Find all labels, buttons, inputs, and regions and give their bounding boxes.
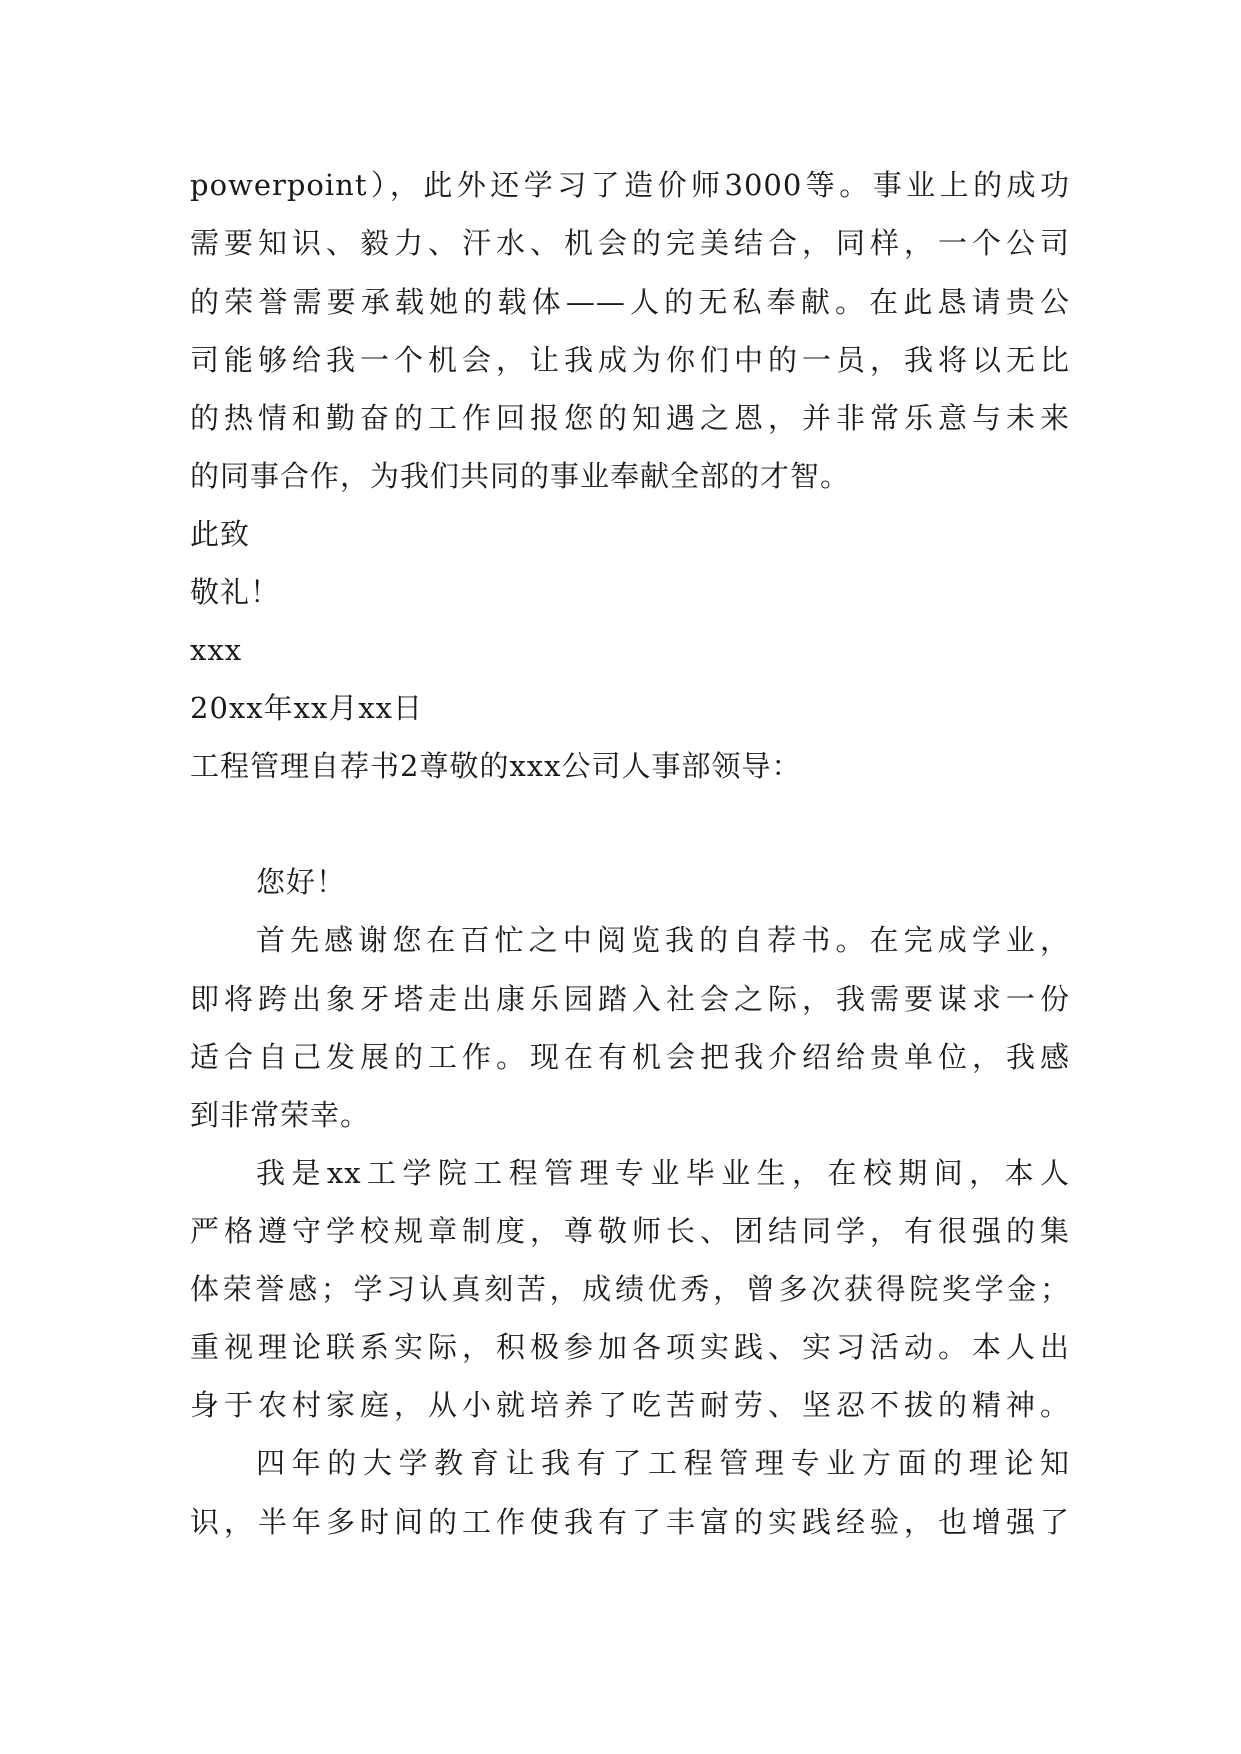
paragraph-line: 的同事合作，为我们共同的事业奉献全部的才智。 — [190, 459, 851, 493]
greeting-line: 您好！ — [256, 865, 347, 899]
paragraph-line: powerpoint），此外还学习了造价师3000等。事业上的成功 — [190, 168, 1070, 202]
paragraph-line: 严格遵守学校规章制度，尊敬师长、团结同学，有很强的集 — [190, 1214, 1070, 1248]
closing-line: 此致 — [190, 517, 251, 551]
signature-name: xxx — [190, 633, 243, 667]
paragraph-line: 识，半年多时间的工作使我有了丰富的实践经验，也增强了 — [190, 1505, 1070, 1539]
paragraph-line: 适合自己发展的工作。现在有机会把我介绍给贵单位，我感 — [190, 1040, 1070, 1074]
paragraph-line: 司能够给我一个机会，让我成为你们中的一员，我将以无比 — [190, 343, 1070, 377]
paragraph-line: 重视理论联系实际，积极参加各项实践、实习活动。本人出 — [190, 1330, 1070, 1364]
paragraph-line: 首先感谢您在百忙之中阅览我的自荐书。在完成学业， — [256, 923, 1070, 957]
salutation-line: 敬礼！ — [190, 575, 281, 609]
paragraph-line: 需要知识、毅力、汗水、机会的完美结合，同样，一个公司 — [190, 226, 1070, 260]
paragraph-line: 四年的大学教育让我有了工程管理专业方面的理论知 — [256, 1446, 1070, 1480]
paragraph-line: 的热情和勤奋的工作回报您的知遇之恩，并非常乐意与未来 — [190, 401, 1070, 435]
paragraph-line: 我是xx工学院工程管理专业毕业生，在校期间，本人 — [256, 1156, 1070, 1190]
paragraph-line: 身于农村家庭，从小就培养了吃苦耐劳、坚忍不拔的精神。 — [190, 1388, 1070, 1422]
paragraph-line: 的荣誉需要承载她的载体——人的无私奉献。在此恳请贵公 — [190, 285, 1070, 319]
paragraph-line: 即将跨出象牙塔走出康乐园踏入社会之际，我需要谋求一份 — [190, 982, 1070, 1016]
paragraph-line: 体荣誉感；学习认真刻苦，成绩优秀，曾多次获得院奖学金； — [190, 1272, 1070, 1306]
paragraph-line: 到非常荣幸。 — [190, 1098, 371, 1132]
section-heading: 工程管理自荐书2尊敬的xxx公司人事部领导： — [190, 749, 802, 783]
signature-date: 20xx年xx月xx日 — [190, 691, 424, 725]
